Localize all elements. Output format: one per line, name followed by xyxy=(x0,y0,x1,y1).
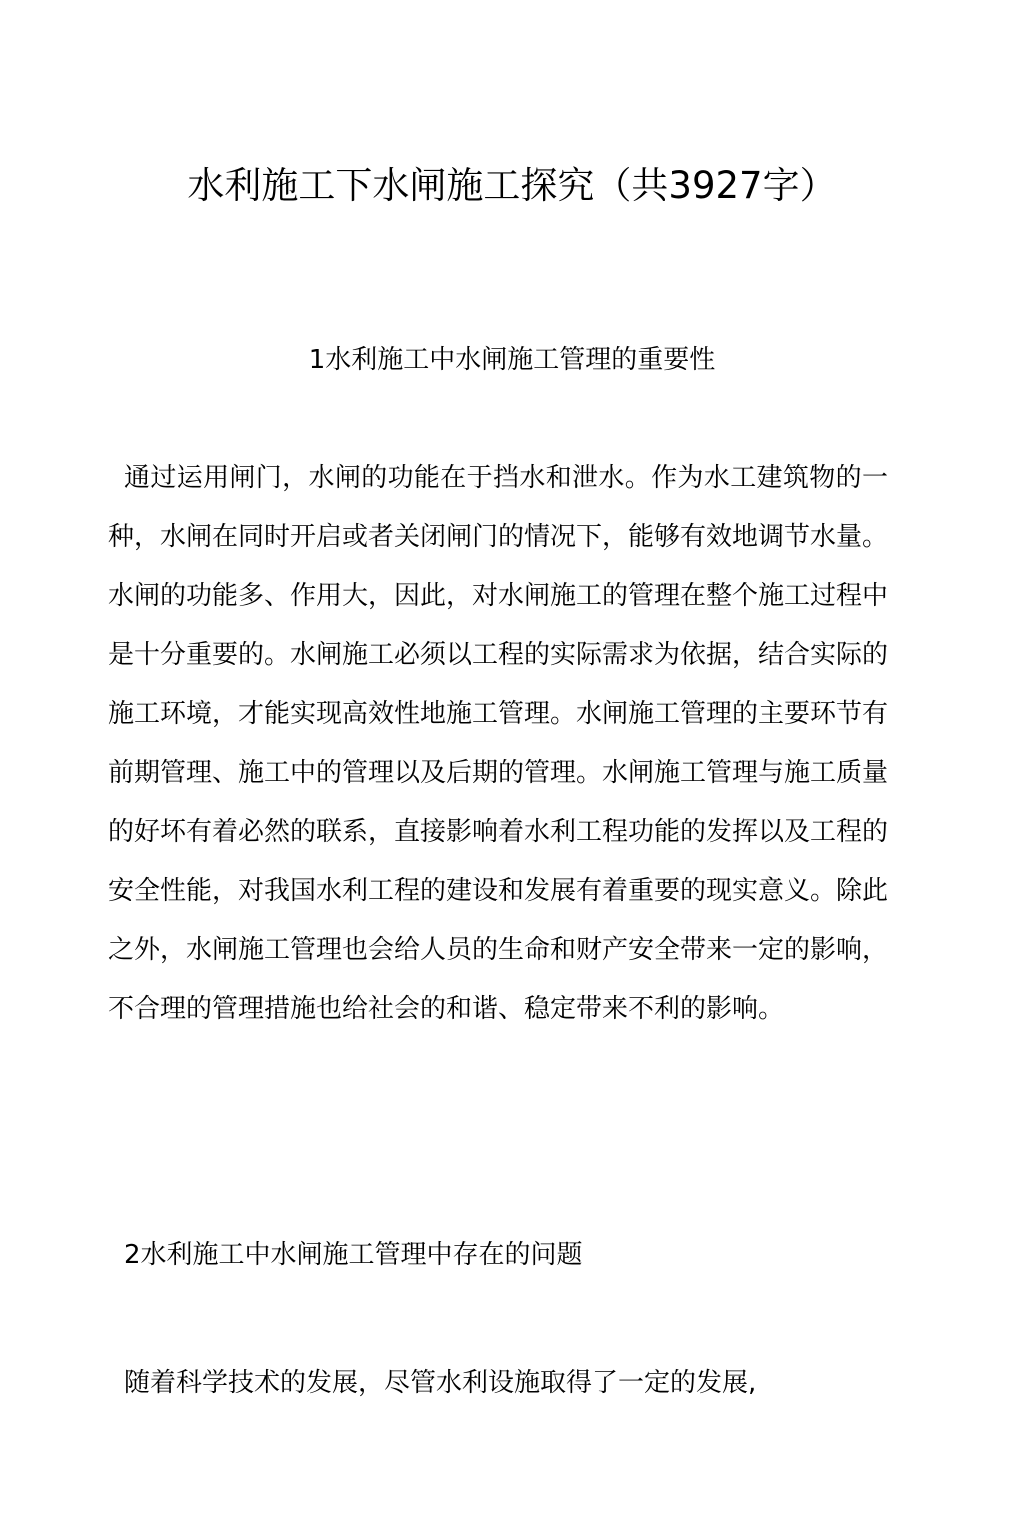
section-heading-1: 1水利施工中水闸施工管理的重要性 xyxy=(308,345,716,375)
section-1-paragraph: 通过运用闸门，水闸的功能在于挡水和泄水。作为水工建筑物的一种，水闸在同时开启或者关闭闸门的情况下，能够有效地调节水量。水闸的功能多、作用大，因此，对水闸施工的管理在整个施工过程中是十分重要的。水闸施工必须以工程的实际需求为依据，结合实际的施工环境，才能实现高效性地施工管理。水闸施工管理的主要环节有前期管理、施工中的管理以及后期的管理。水闸施工管理与施工质量的好坏有着必然的联系，直接影响着水利工程功能的发挥以及工程的安全性能，对我国水利工程的建设和发展有着重要的现实意义。除此之外，水闸施工管理也会给人员的生命和财产安全带来一定的影响，不合理的管理措施也给社会的和谐、稳定带来不利的影响。 xyxy=(108,463,889,1024)
section-heading-2: 2水利施工中水闸施工管理中存在的问题 xyxy=(124,1240,583,1270)
document-title: 水利施工下水闸施工探究（共3927字） xyxy=(187,164,837,207)
section-2-paragraph: 随着科学技术的发展，尽管水利设施取得了一定的发展, xyxy=(124,1368,757,1398)
